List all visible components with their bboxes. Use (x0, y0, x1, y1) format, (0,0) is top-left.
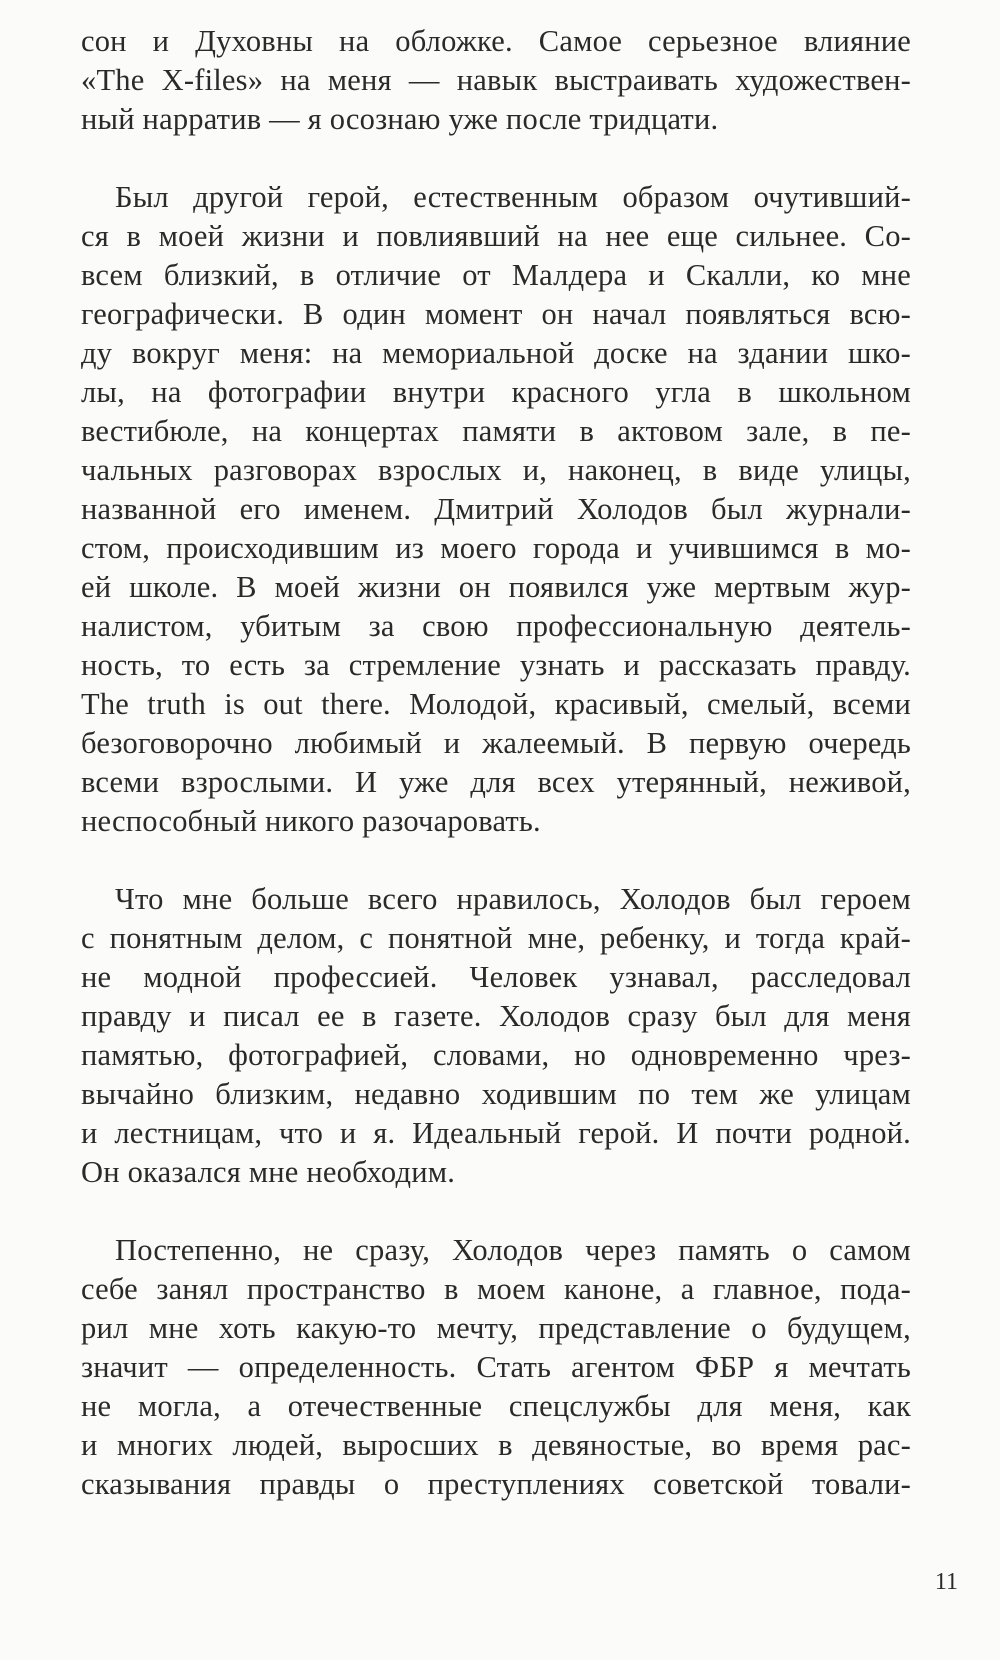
text-line: ный нарратив — я осознаю уже после тридцати. (81, 102, 719, 136)
text-line: Он оказался мне необходим. (81, 1155, 456, 1189)
paragraph (81, 1231, 911, 1504)
text-line: Был другой герой, естественным образом очутивший- (115, 180, 911, 214)
text-line: лы, на фотографии внутри красного угла в школьном (81, 375, 911, 409)
text-line: ся в моей жизни и повлиявший на нее еще сильнее. Со- (81, 219, 911, 253)
text-line: рил мне хоть какую-то мечту, представление о будущем, (81, 1311, 911, 1345)
text-line: Что мне больше всего нравилось, Холодов был героем (115, 882, 911, 916)
text-line: и лестницам, что и я. Идеальный герой. И почти родной. (81, 1116, 911, 1150)
text-line: чальных разговорах взрослых и, наконец, в виде улицы, (81, 453, 911, 487)
text-line: себе занял пространство в моем каноне, а главное, пода- (81, 1272, 911, 1306)
text-line: вестибюле, на концертах памяти в актовом зале, в пе- (81, 414, 911, 448)
paragraph (81, 178, 911, 841)
text-line: правду и писал ее в газете. Холодов сразу был для меня (81, 999, 911, 1033)
paragraph (81, 22, 911, 139)
text-line: всеми взрослыми. И уже для всех утерянный, неживой, (81, 765, 911, 799)
text-line: налистом, убитым за свою профессиональную деятель- (81, 609, 911, 643)
text-line: безоговорочно любимый и жалеемый. В первую очередь (81, 726, 911, 760)
text-line: названной его именем. Дмитрий Холодов был журнали- (81, 492, 911, 526)
page-number: 11 (934, 1569, 958, 1595)
text-line: не могла, а отечественные спецслужбы для меня, как (81, 1389, 911, 1423)
text-line: ность, то есть за стремление узнать и рассказать правду. (81, 648, 911, 682)
text-line: The truth is out there. Молодой, красивый, смелый, всеми (81, 687, 911, 721)
text-line: не модной профессией. Человек узнавал, расследовал (81, 960, 911, 994)
text-line: сказывания правды о преступлениях советской товали- (81, 1467, 911, 1501)
body-text (81, 22, 911, 1543)
text-line: сон и Духовны на обложке. Самое серьезное влияние (81, 24, 911, 58)
text-line: географически. В один момент он начал появляться всю- (81, 297, 911, 331)
text-line: ей школе. В моей жизни он появился уже мертвым жур- (81, 570, 911, 604)
text-line: памятью, фотографией, словами, но одновременно чрез- (81, 1038, 911, 1072)
text-line: значит — определенность. Стать агентом ФБР я мечтать (81, 1350, 911, 1384)
paragraph (81, 880, 911, 1192)
text-line: с понятным делом, с понятной мне, ребенку, и тогда край- (81, 921, 911, 955)
text-line: стом, происходившим из моего города и учившимся в мо- (81, 531, 911, 565)
text-line: и многих людей, выросших в девяностые, во время рас- (81, 1428, 911, 1462)
text-line: Постепенно, не сразу, Холодов через память о самом (115, 1233, 911, 1267)
text-line: вычайно близким, недавно ходившим по тем же улицам (81, 1077, 911, 1111)
text-line: всем близкий, в отличие от Малдера и Скалли, ко мне (81, 258, 911, 292)
text-line: ду вокруг меня: на мемориальной доске на здании шко- (81, 336, 911, 370)
text-line: неспособный никого разочаровать. (81, 804, 541, 838)
text-line: «The X-files» на меня — навык выстраивать художествен- (81, 63, 911, 97)
